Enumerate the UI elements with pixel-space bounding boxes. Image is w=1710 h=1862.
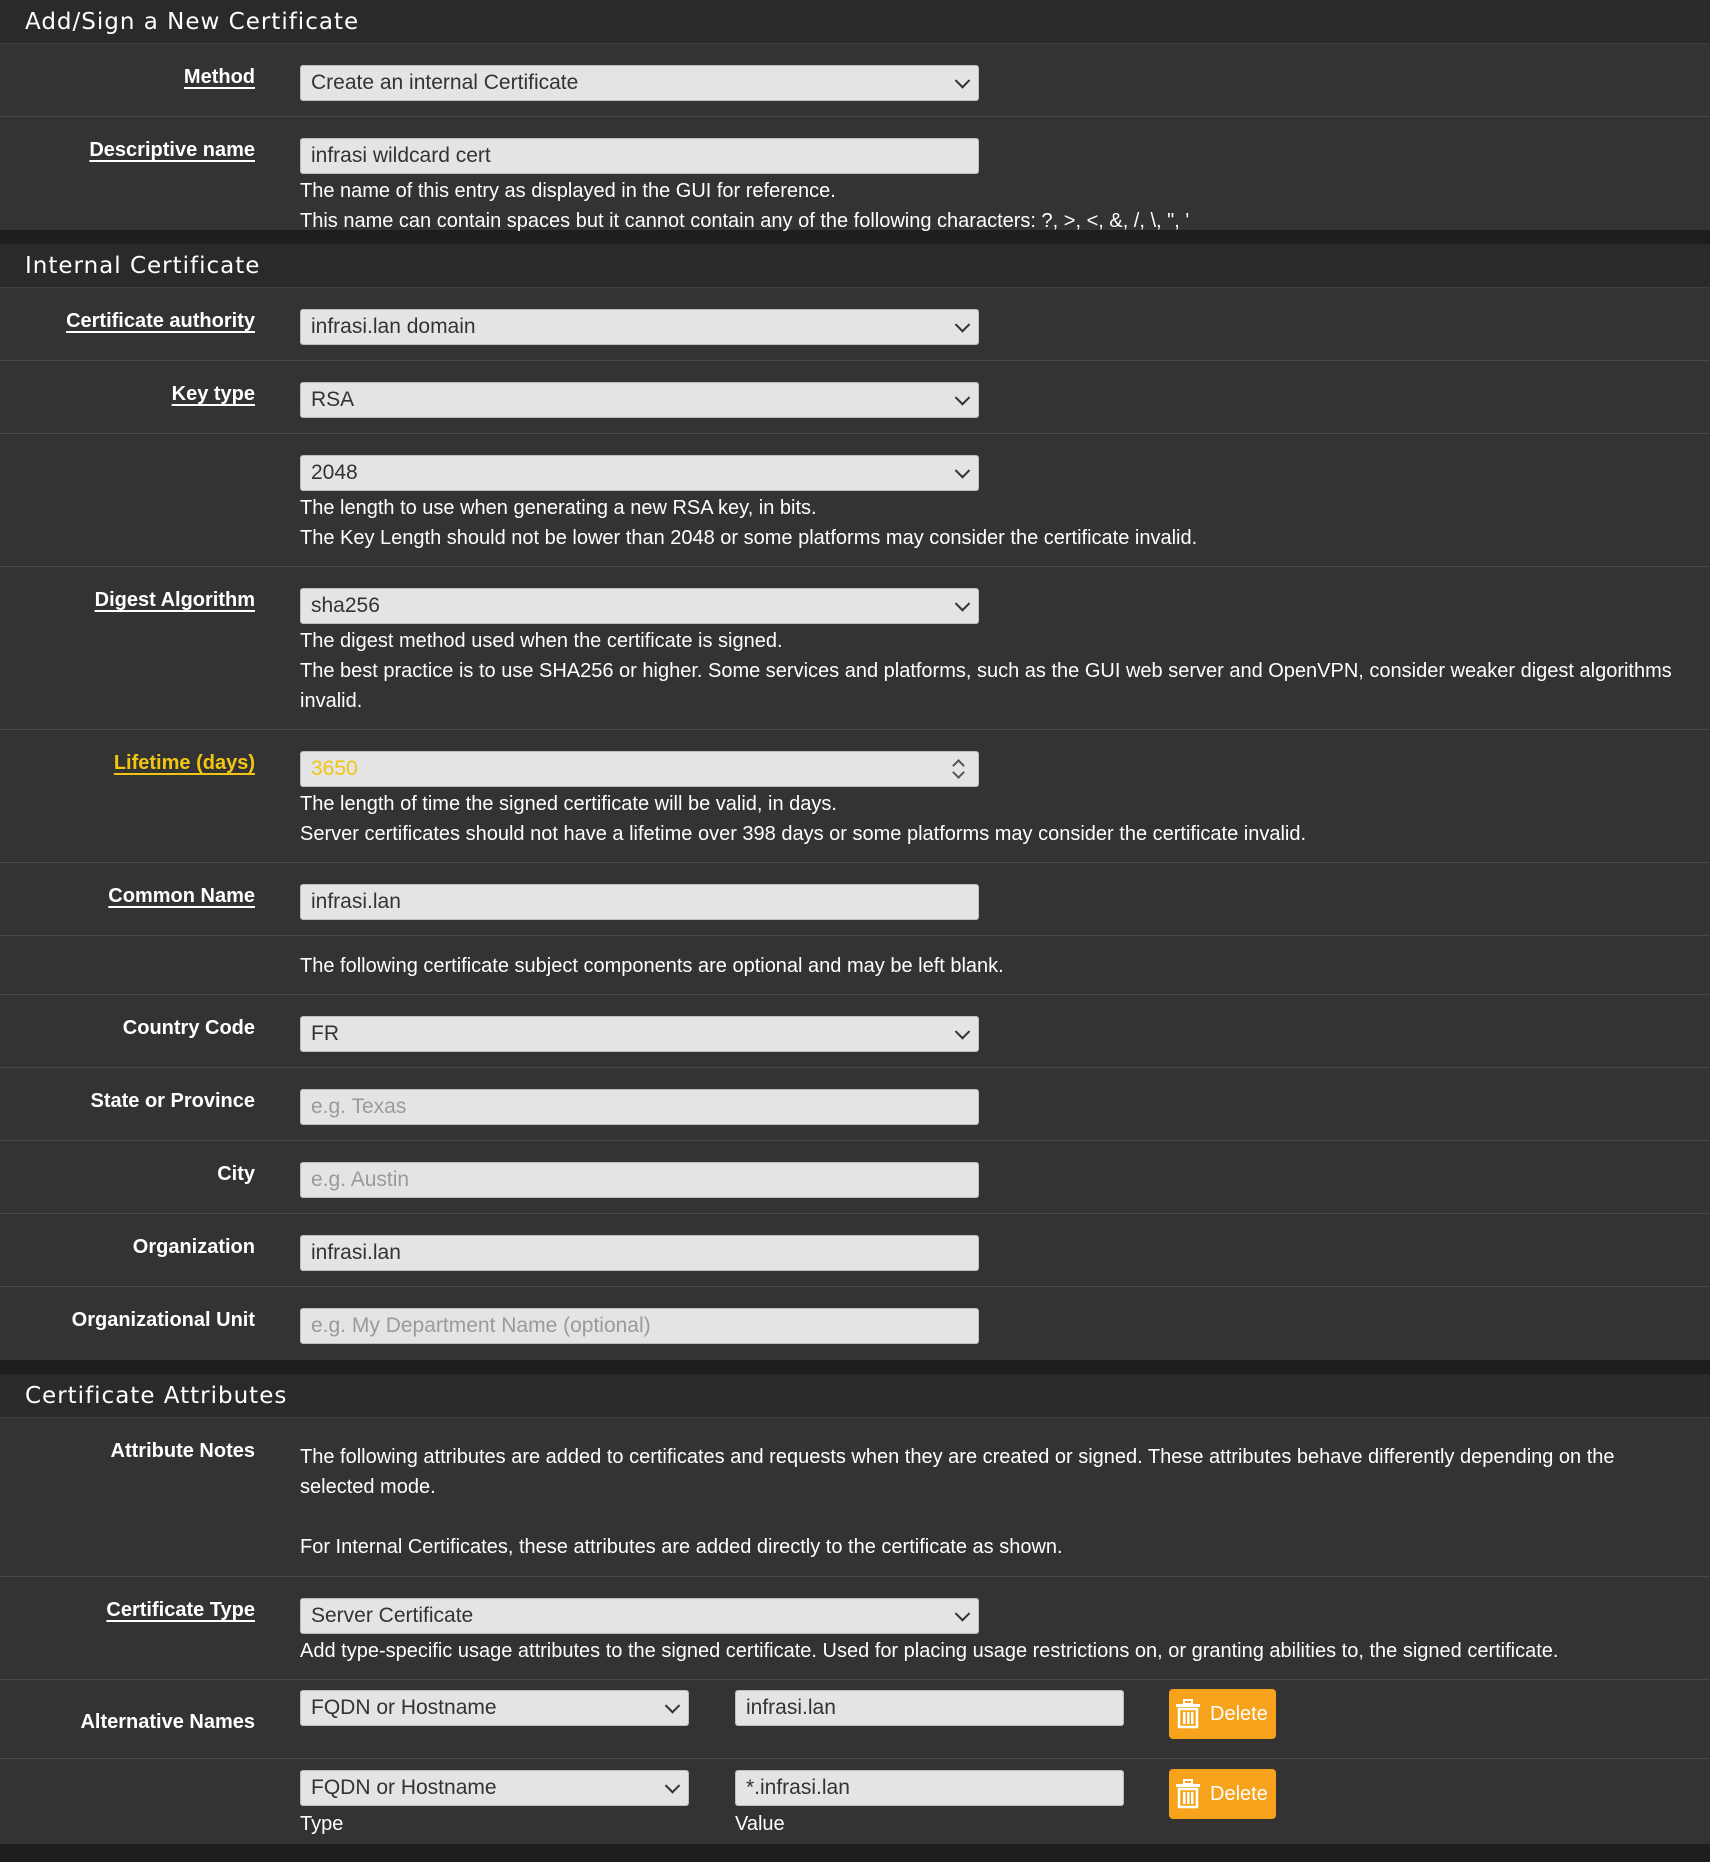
keytype-select[interactable] [300,382,979,418]
digest-help-line2: The best practice is to use SHA256 or higher. Some services and platforms, such as the GUI web server and OpenVPN, consider weaker digest algorithms invalid. [300,660,1672,712]
city-input[interactable] [300,1162,979,1198]
org-label: Organization [132,1236,255,1258]
altname-row [0,1680,1710,1759]
altname-type-value: FQDN or Hostname [311,1696,497,1719]
city-placeholder: e.g. Austin [311,1168,410,1191]
certtype-row [0,1577,1710,1680]
certtype-value: Server Certificate [311,1604,474,1627]
internal-panel [0,244,1710,1360]
state-placeholder: e.g. Texas [311,1095,407,1118]
optional-note-row [0,936,1710,995]
city-row [0,1141,1710,1214]
lifetime-row [0,730,1710,863]
descr-label[interactable]: Descriptive name [89,139,255,161]
notes-text [300,1442,1690,1562]
lifetime-help [300,789,1690,849]
section-gap [0,1360,1710,1374]
altname-type-select[interactable] [300,1770,689,1806]
keylen-help-line2: The Key Length should not be lower than 2048 or some platforms may consider the certificate invalid. [300,527,1198,549]
notes-spacer [300,1502,1690,1532]
lifetime-help-line2: Server certificates should not have a lifetime over 398 days or some platforms may consider the certificate invalid. [300,823,1307,845]
digest-value: sha256 [311,594,380,617]
altnames-label: Alternative Names [80,1711,255,1733]
chevron-down-icon [955,1606,971,1622]
state-row [0,1068,1710,1141]
keytype-value: RSA [311,388,355,411]
lifetime-value: 3650 [311,757,358,780]
certtype-help: Add type-specific usage attributes to the signed certificate. Used for placing usage restrictions on, or granting abilities to, the signed certificate. [300,1640,1559,1662]
notes-label: Attribute Notes [110,1440,255,1462]
chevron-down-icon [955,1024,971,1040]
digest-label[interactable]: Digest Algorithm [94,589,255,611]
notes-text-line1: The following attributes are added to certificates and requests when they are created or signed. These attributes behave differently depending on the selected mode. [300,1446,1615,1498]
altname-type-select[interactable] [300,1690,689,1726]
keytype-row [0,361,1710,434]
optional-note: The following certificate subject components are optional and may be left blank. [300,955,1004,977]
attributes-heading: Certificate Attributes [0,1374,1710,1418]
add-sign-heading: Add/Sign a New Certificate [0,0,1710,44]
value-caption: Value [735,1813,785,1835]
internal-heading: Internal Certificate [0,244,1710,288]
chevron-down-icon [955,596,971,612]
notes-row [0,1418,1710,1577]
lifetime-input[interactable] [300,751,979,787]
altname-value-input[interactable] [735,1690,1124,1726]
state-input[interactable] [300,1089,979,1125]
orgunit-row [0,1287,1710,1360]
chevron-down-icon [665,1698,681,1714]
spinner-arrows-icon[interactable] [950,757,968,783]
cn-label[interactable]: Common Name [108,885,255,907]
descr-value: infrasi wildcard cert [311,144,491,167]
trash-icon [1175,1699,1201,1729]
descr-help-line1: The name of this entry as displayed in the GUI for reference. [300,180,836,202]
delete-button[interactable] [1169,1689,1276,1739]
method-label[interactable]: Method [183,66,255,88]
ca-label[interactable]: Certificate authority [66,310,255,332]
country-row [0,995,1710,1068]
delete-button[interactable] [1169,1769,1276,1819]
city-label: City [217,1163,255,1185]
type-caption: Type [300,1813,344,1835]
digest-help-line1: The digest method used when the certificate is signed. [300,630,783,652]
ca-row [0,288,1710,361]
chevron-down-icon [955,73,971,89]
trash-icon [1175,1779,1201,1809]
keylen-help [300,493,1690,553]
certtype-select[interactable] [300,1598,979,1634]
delete-label: Delete [1210,1702,1268,1725]
country-select[interactable] [300,1016,979,1052]
digest-help [300,626,1690,716]
keylen-row [0,434,1710,567]
certtype-label[interactable]: Certificate Type [106,1599,255,1621]
lifetime-label[interactable]: Lifetime (days) [113,752,255,774]
cn-value: infrasi.lan [311,890,401,913]
method-select[interactable] [300,65,979,101]
method-row [0,44,1710,117]
altname-value: *.infrasi.lan [746,1776,850,1799]
ca-select[interactable] [300,309,979,345]
chevron-down-icon [665,1778,681,1794]
state-label: State or Province [90,1090,255,1112]
orgunit-input[interactable] [300,1308,979,1344]
add-sign-panel [0,0,1710,230]
altname-value: infrasi.lan [746,1696,836,1719]
lifetime-help-line1: The length of time the signed certificate will be valid, in days. [300,793,837,815]
descr-row [0,117,1710,230]
keytype-label[interactable]: Key type [171,383,255,405]
cn-row [0,863,1710,936]
delete-label: Delete [1210,1782,1268,1805]
cn-input[interactable] [300,884,979,920]
descr-help-line2: This name can contain spaces but it cannot contain any of the following characters: ?, >, <, &, /, \, ", ' [300,210,1190,232]
altname-value-input[interactable] [735,1770,1124,1806]
descr-help [300,176,1690,236]
org-value: infrasi.lan [311,1241,401,1264]
keylen-help-line1: The length to use when generating a new RSA key, in bits. [300,497,817,519]
keylen-value: 2048 [311,461,358,484]
chevron-down-icon [955,463,971,479]
org-input[interactable] [300,1235,979,1271]
keylen-select[interactable] [300,455,979,491]
digest-row [0,567,1710,730]
ca-value: infrasi.lan domain [311,315,476,338]
method-value: Create an internal Certificate [311,71,579,94]
orgunit-placeholder: e.g. My Department Name (optional) [311,1314,651,1337]
country-label: Country Code [122,1017,255,1039]
chevron-down-icon [955,317,971,333]
orgunit-label: Organizational Unit [71,1309,255,1331]
attributes-panel [0,1374,1710,1844]
descr-input[interactable] [300,138,979,174]
org-row [0,1214,1710,1287]
country-value: FR [311,1022,339,1045]
altname-type-value: FQDN or Hostname [311,1776,497,1799]
digest-select[interactable] [300,588,979,624]
chevron-down-icon [955,390,971,406]
altname-row [0,1759,1710,1844]
notes-text-line2: For Internal Certificates, these attributes are added directly to the certificate as shown. [300,1536,1063,1558]
